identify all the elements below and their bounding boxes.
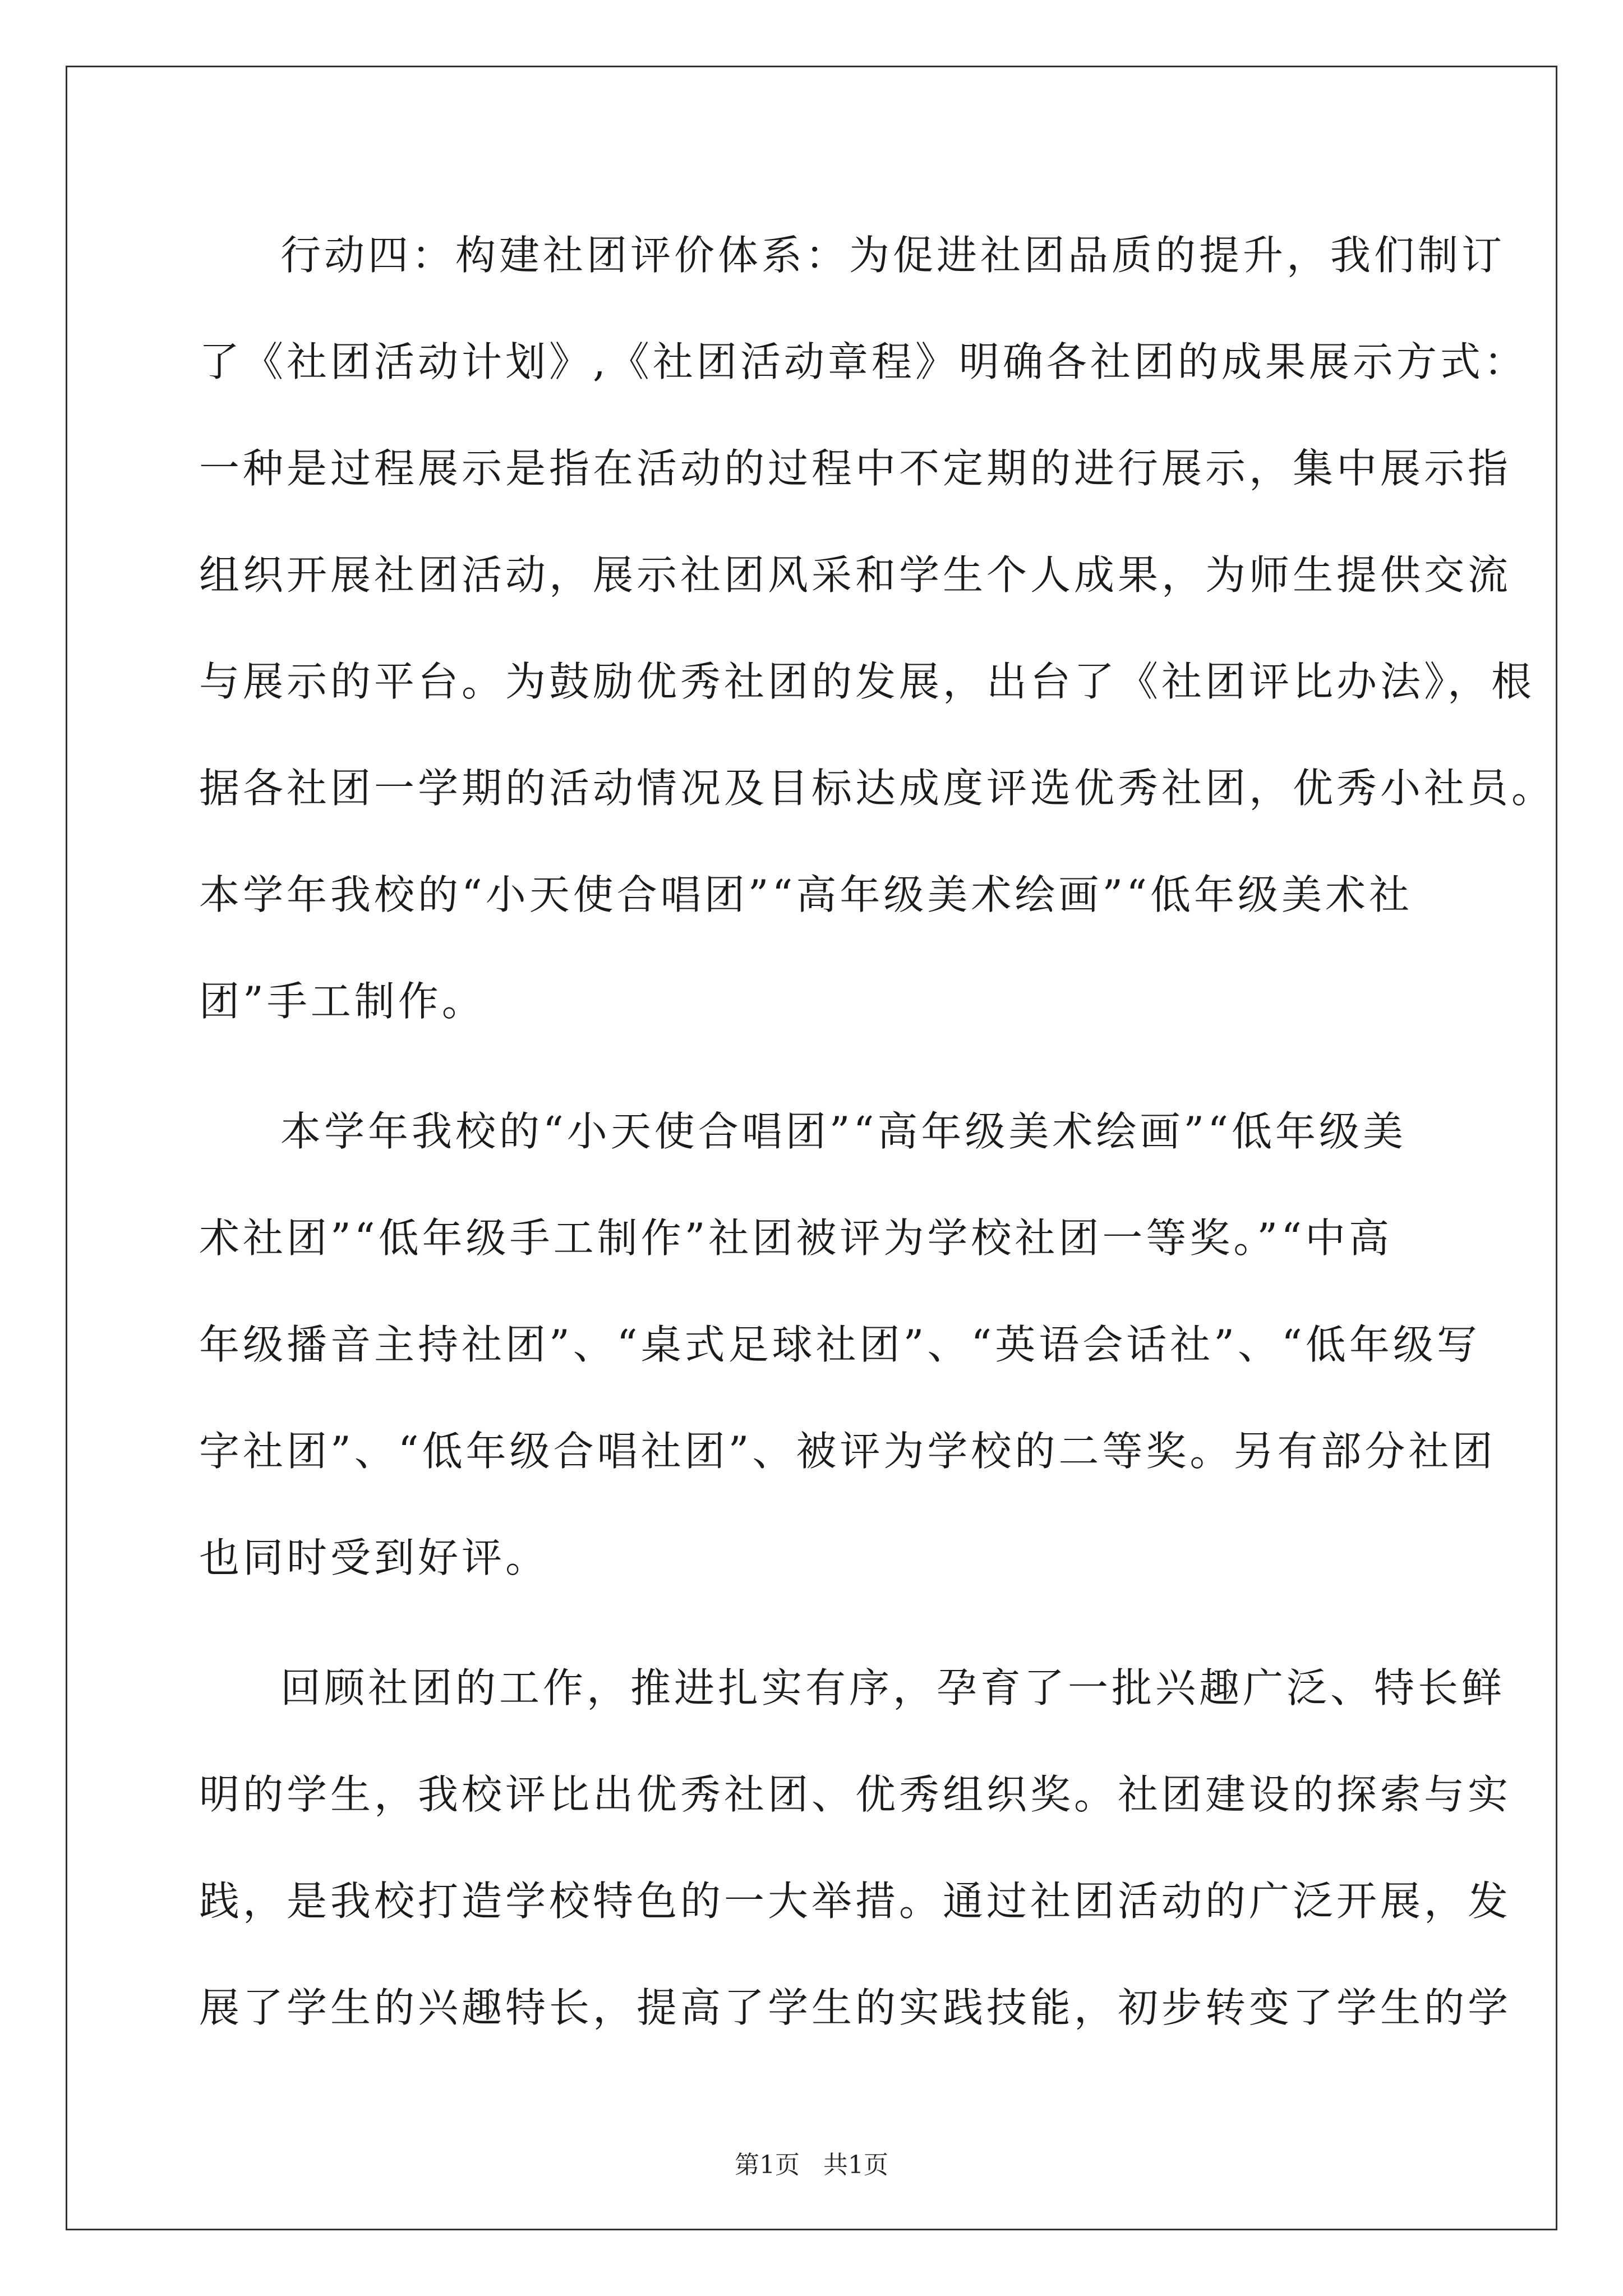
page-total: 共1页 — [823, 2151, 888, 2179]
text-line: 组织开展社团活动，展示社团风采和学生个人成果，为师生提供交流 — [199, 551, 1512, 599]
text-line: 本学年我校的“小天使合唱团”“高年级美术绘画”“低年级美 — [280, 1108, 1407, 1155]
text-line: 本学年我校的“小天使合唱团”“高年级美术绘画”“低年级美术社 — [199, 871, 1413, 918]
text-line: 字社团”、“低年级合唱社团”、被评为学校的二等奖。另有部分社团 — [199, 1428, 1496, 1475]
text-line: 也同时受到好评。 — [199, 1534, 550, 1581]
text-line: 回顾社团的工作，推进扎实有序，孕育了一批兴趣广泛、特长鲜 — [280, 1664, 1506, 1711]
page-number: 第1页 — [735, 2151, 800, 2179]
text-line: 与展示的平台。为鼓励优秀社团的发展，出台了《社团评比办法》，根 — [199, 658, 1536, 705]
paragraph-1 — [199, 213, 1556, 1066]
text-line: 行动四：构建社团评价体系：为促进社团品质的提升，我们制订 — [280, 232, 1506, 279]
text-line: 了《社团活动计划》,《社团活动章程》明确各社团的成果展示方式： — [199, 338, 1528, 385]
text-line: 践，是我校打造学校特色的一大举措。通过社团活动的广泛开展，发 — [199, 1878, 1512, 1925]
document-body — [199, 213, 1556, 2072]
text-line: 明的学生，我校评比出优秀社团、优秀组织奖。社团建设的探索与实 — [199, 1771, 1512, 1818]
page-footer — [0, 2148, 1623, 2182]
paragraph-2 — [199, 1089, 1496, 1622]
text-line: 据各社团一学期的活动情况及目标达成度评选优秀社团，优秀小社员。 — [199, 765, 1556, 812]
text-line: 展了学生的兴趣特长，提高了学生的实践技能，初步转变了学生的学 — [199, 1984, 1512, 2031]
paragraph-3 — [199, 1646, 1512, 2072]
text-line: 一种是过程展示是指在活动的过程中不定期的进行展示，集中展示指 — [199, 445, 1512, 492]
text-line: 术社团”“低年级手工制作”社团被评为学校社团一等奖。”“中高 — [199, 1214, 1393, 1262]
text-line: 团”手工制作。 — [199, 978, 486, 1025]
text-line: 年级播音主持社团”、“桌式足球社团”、“英语会话社”、“低年级写 — [199, 1321, 1481, 1368]
